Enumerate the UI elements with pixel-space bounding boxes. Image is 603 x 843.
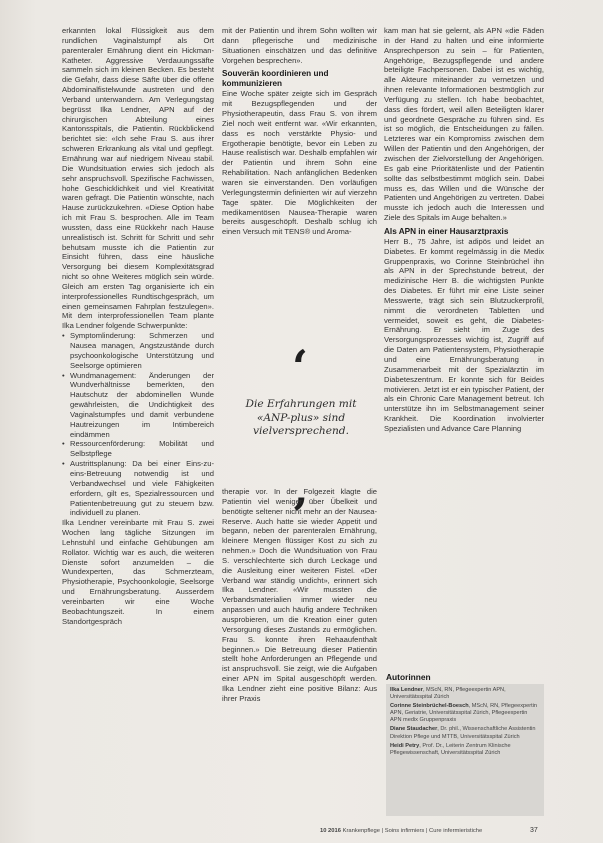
- bullet-item: • Ressourcenförderung: Mobilität und Selbstpflege: [62, 439, 214, 459]
- author-entry: [390, 726, 540, 740]
- pull-quote-text: Die Erfahrungen mit «ANP-plus» sind vielversprechend.: [245, 398, 357, 437]
- author-name: Corinne Steinbrüchel-Boesch: [390, 703, 469, 710]
- body-paragraph: kam man hat sie gelernt, als APN «die Fäden in der Hand zu halten und eine informierte Ansprechperson zu sein – für Patienten, Angehörige, Bezugspflegende und andere beteiligte Fachpersonen. Dabei ist es wichtig, alle Akteure miteinander zu vernetzen und ihnen relevante Informationen bestmöglich zur Verfügung zu stellen. Ich habe beobachtet, dass dies fördert, weil allen Beteiligten klarer und geordnete Gespräche zu führen sind. Es ist so möglich, die Entscheidungen zu fällen. Letzteres war ein Kompromiss zwischen dem Willen der Patientin und den Angehörigen, der zwischen der Zielvorstellung der Angehörigen. Es gab eine Prioritätenliste und der Patientin sollte das selbstbestimmt möglich sein. Dabei muss es, das Willen und die Wünsche der Patienten und Angehörigen zu vertreten. Dabei musste ich jedoch auch die Interessen und Ziele des Spitals im Auge behalten.»: [384, 26, 544, 223]
- publication-name: Krankenpflege | Soins infirmiers | Cure infermieristiche: [342, 828, 483, 834]
- bullet-list: [62, 331, 214, 518]
- page-number: 37: [530, 827, 538, 834]
- author-entry: [390, 687, 540, 701]
- body-paragraph: Ilka Lendner vereinbarte mit Frau S. zwei Wochen lang tägliche Sitzungen im Lehnstuhl und einfache Gehübungen am Rollator. Wichtig war es auch, die weiteren Dienste sofort anzumelden – die Wundexperten, das Schmerzteam, Physiotherapie, Psychoonkologie, Seelsorge und Ernährungsberatung. Ausserdem vereinbarten wir eine Woche Beobachtungszeit. In einem Standortgespräch: [62, 518, 214, 626]
- author-entry: [390, 743, 540, 757]
- author-name: Diane Staudacher: [390, 726, 438, 733]
- column-middle-bottom: [222, 487, 377, 704]
- authors-title: Autorinnen: [386, 672, 431, 682]
- author-name: Heidi Petry: [390, 742, 420, 749]
- author-info: , MScN, RN, Pflegeexpertin APN, Universitätsspital Zürich: [390, 687, 506, 701]
- body-paragraph: Eine Woche später zeigte sich im Gespräch mit Bezugspflegenden und der Physiotherapeutin, dass Frau S. von ihrem Ziel noch weit entfernt war. «Wir erkannten, dass es noch verstärkte Physio- und Ergotherapie benötigte, bevor ein Leben zu Hause realistisch war. Deshalb empfahlen wir der Patientin und ihrem Sohn eine Rehabilitation. Nach anfänglichen Bedenken waren sie einverstanden. Den vorläufigen Verlegungstermin definierten wir auf vierzehn Tage später. Die Möglichkeiten der medikamentösen Nausea-Therapie waren bereits ausgeschöpft. Deshalb schlug ich einen Versuch mit TENS® und Aroma-: [222, 89, 377, 237]
- column-middle-top: [222, 26, 377, 237]
- authors-box: [386, 672, 544, 816]
- author-entry: [390, 703, 540, 724]
- section-heading: Als APN in einer Hausarztpraxis: [384, 226, 509, 236]
- open-quote-mark: ‘: [292, 340, 309, 394]
- column-left: [62, 26, 214, 626]
- column-right: [384, 26, 544, 434]
- bullet-item: • Symptomlinderung: Schmerzen und Nausea managen, Angstzustände durch psychoonkologische Unterstützung und Seelsorge optimieren: [62, 331, 214, 370]
- section-heading: Souverän koordinieren und kommunizieren: [222, 69, 329, 89]
- page-footer: [320, 828, 548, 834]
- body-paragraph: erkannten lokal Flüssigkeit aus dem rundlichen Vaginalstumpf als Ort parenteraler Ernährung dient ein Hickman-Katheter. Aggressive Verdauungssäfte sammeln sich im kleinen Becken. Es besteht die Gefahr, dass diese Säfte über die offene Abdominalfistelwunde austreten und den Verband unterwandern. Am Verlegungstag begrüsst Ilka Lendner, APN auf der chirurgischen Abteilung eines Kantonsspitals, die Patientin. Rückblickend berichtet sie: «Ich sehe Frau S. aus ihrer schweren Erkrankung als vital und gepflegt. Ernährung war auf niedrigem Niveau stabil. Die Wundsituation erwies sich jedoch als sehr anspruchsvoll. Spezifische Fachwissen, hohe Geschicklichkeit und viel Kreativität waren gefragt. Die Patientin wünschte, nach Hause zurückzukehren. «Diese Option habe ich mit Frau S. besprochen. Alle im Team wussten, dass eine Rückkehr nach Hause unrealistisch ist. Schritt für Schritt und sehr behutsam musste ich die Patientin zur Einsicht führen, dass eine häusliche Versorgung bei diesem Komplexitätsgrad nicht so ohne Weiteres möglich sein würde. Gleich am ersten Tag organisierte ich ein interprofessionelles Rundtischgespräch, um einen gemeinsamen Fahrplan festzulegen». Mit dem interprofessionellen Team plante Ilka Lendner folgende Schwerpunkte:: [62, 26, 214, 331]
- body-paragraph: Herr B., 75 Jahre, ist adipös und leidet an Diabetes. Er kommt regelmässig in die Medix Gruppenpraxis, wo Corinne Steinbrüchel ihn als APN in der Sprechstunde betreut, der medizinische Herr B. die wichtigsten Punkte des Diabetes. Er führt mir eine Liste seiner Messwerte, trägt sich sein Blutzuckerprofil, nimmt die verordneten Tabletten und vermeidet, soweit es geht, die Diabetes-Ernährung. Er sieht im Zuge des Versorgungsprozesses wichtig ist, Zugriff auf die Daten am Patientensystem, Physiotherapie und eine Ernährungsberatung in Zusammenarbeit mit der Spezialärztin im Diabeteszentrum. Er konnte sich für Beides motivieren. Jetzt ist er ein typischer Patient, der als ein Chronic Care Management betreut. Ich unterstütze ihn im Selbstmanagement seiner Krankheit. Die Koordination involvierter Spezialisten und Advance Care Planning: [384, 236, 544, 433]
- author-info: , Prof. Dr., Leiterin Zentrum Klinische Pflegewissenschaft, Universitätsspital Zürich: [390, 742, 511, 756]
- bullet-item: • Wundmanagement: Änderungen der Wundverhältnisse bemerkten, den Hautschutz der abdominellen Wunde gewährleisten, die Undichtigkeit des Vaginalstumpfes und damit verbundene Hautreizungen im Intimbereich eindämmen: [62, 371, 214, 440]
- issue-number: 10 2016: [320, 828, 341, 834]
- author-info: , Dr. phil., Wissenschaftliche Assistentin Direktion Pflege und MTTB, Universitätsspital Zürich: [390, 726, 536, 740]
- bullet-item: • Austrittsplanung: Da bei einer Eins-zu-eins-Betreuung notwendig ist und Verbandwechsel und viele Fähigkeiten erfordern, gilt es, Spezialressourcen und Patientenbetreuung gut zu steuern bzw. individuell zu planen.: [62, 459, 214, 518]
- close-quote-mark: ’: [292, 488, 309, 542]
- body-paragraph: mit der Patientin und ihrem Sohn wollten wir dann pflegerische und medizinische Situationen einschätzen und das definitive Vorgehen besprechen».: [222, 26, 377, 65]
- author-name: Ilka Lendner: [390, 687, 423, 693]
- author-info: , MScN, RN, Pflegeexpertin APN, Geriatrie, Universitätsspital Zürich, Pflegeexpertin APN medix Gruppenpraxis: [390, 703, 538, 724]
- body-paragraph: therapie vor. In der Folgezeit klagte die Patientin viel weniger über Übelkeit und benötigte seltener nicht mehr an der Nausea-Reserve. Auch hatte sie wieder Appetit und begann, neben der parenteralen Ernährung, kleinere Mengen flüssiger Kost zu sich zu nehmen.» Doch die Wundsituation von Frau S. verschlechterte sich durch Leckage und die Ausleitung einer weiteren Fistel. «Der Verband war ständig undicht», erinnert sich Ilka Lendner. «Wir mussten die Verbandsmaterialien immer wieder neu anpassen und auch häufig andere Techniken ausprobieren, um die Kreation einer guten Versorgung dieses Zustands zu ermöglichen. Frau S. konnte ihren Rehaaufenthalt beginnen.» Die Betreuung dieser Patientin stellt hohe Anforderungen an Pflegende und ist anspruchsvoll. Sie zeigt, wie die Aufgaben einer APN im Spital ausgeschöpft werden. Ilka Lendner zieht eine positive Bilanz: Aus ihrer Praxis: [222, 487, 377, 703]
